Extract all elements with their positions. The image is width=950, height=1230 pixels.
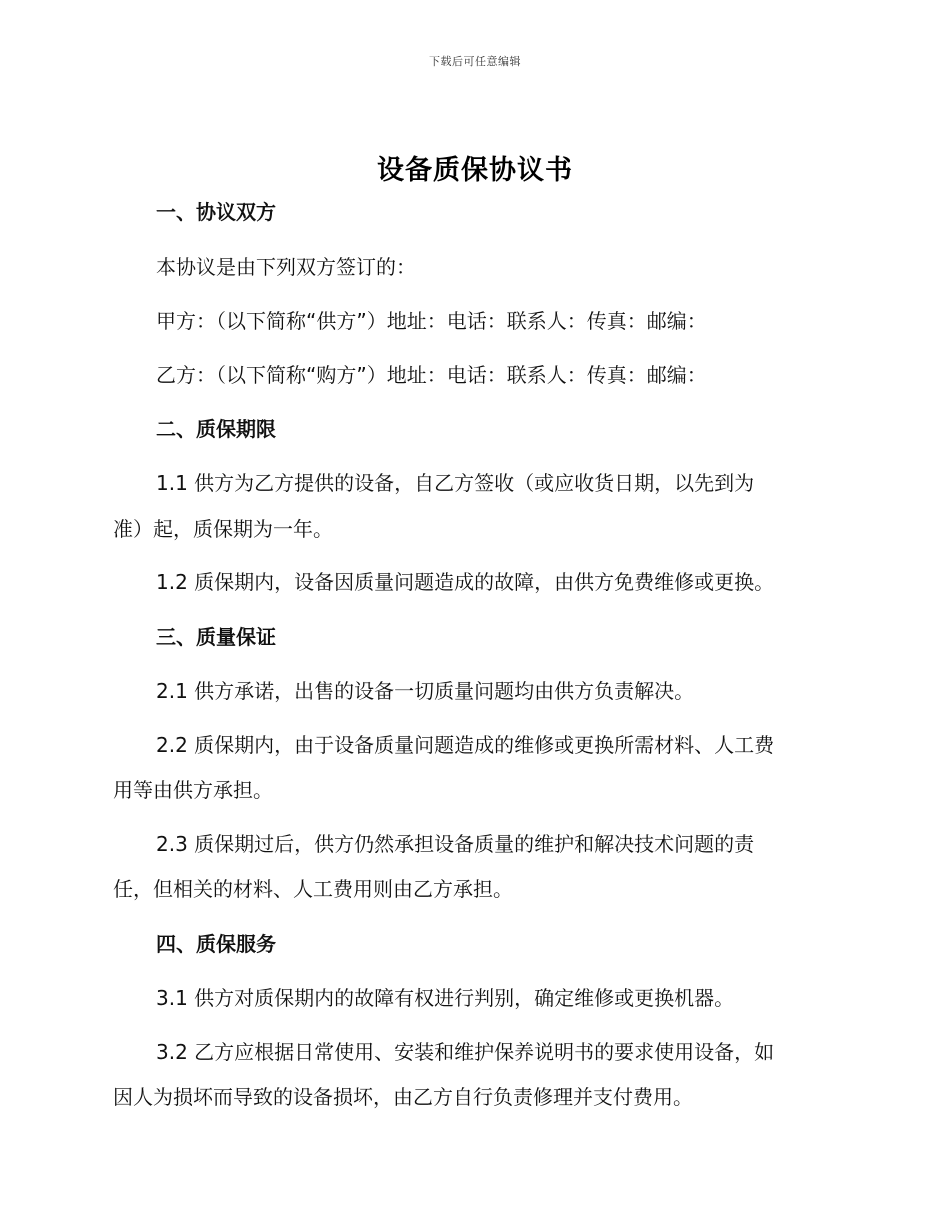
clause-2-1: 2.1 供方承诺，出售的设备一切质量问题均由供方负责解决。 [156, 679, 695, 703]
clause-3-2: 3.2 乙方应根据日常使用、安装和维护保养说明书的要求使用设备，如 [156, 1040, 775, 1064]
header-note: 下载后可任意编辑 [429, 55, 521, 68]
paragraph-intro: 本协议是由下列双方签订的： [156, 255, 416, 279]
clause-2-2: 2.2 质保期内，由于设备质量问题造成的维修或更换所需材料、人工费 [156, 733, 775, 757]
section-heading-parties: 一、协议双方 [156, 200, 276, 224]
document-title: 设备质保协议书 [377, 155, 573, 186]
section-heading-quality: 三、质量保证 [156, 625, 276, 649]
clause-1-1: 1.1 供方为乙方提供的设备，自乙方签收（或应收货日期，以先到为 [156, 471, 755, 495]
clause-2-3: 2.3 质保期过后，供方仍然承担设备质量的维护和解决技术问题的责 [156, 832, 755, 856]
paragraph-party-a: 甲方：（以下简称“供方”）地址：电话：联系人：传真：邮编： [156, 309, 707, 333]
clause-2-2-cont: 用等由供方承担。 [113, 778, 273, 802]
clause-2-3-cont: 任，但相关的材料、人工费用则由乙方承担。 [113, 877, 513, 901]
clause-1-2: 1.2 质保期内，设备因质量问题造成的故障，由供方免费维修或更换。 [156, 570, 775, 594]
clause-3-2-cont: 因人为损坏而导致的设备损坏，由乙方自行负责修理并支付费用。 [113, 1085, 693, 1109]
clause-3-1: 3.1 供方对质保期内的故障有权进行判别，确定维修或更换机器。 [156, 986, 735, 1010]
paragraph-party-b: 乙方：（以下简称“购方”）地址：电话：联系人：传真：邮编： [156, 363, 707, 387]
section-heading-service: 四、质保服务 [156, 932, 276, 956]
clause-1-1-cont: 准）起，质保期为一年。 [113, 517, 333, 541]
section-heading-warranty-period: 二、质保期限 [156, 417, 276, 441]
